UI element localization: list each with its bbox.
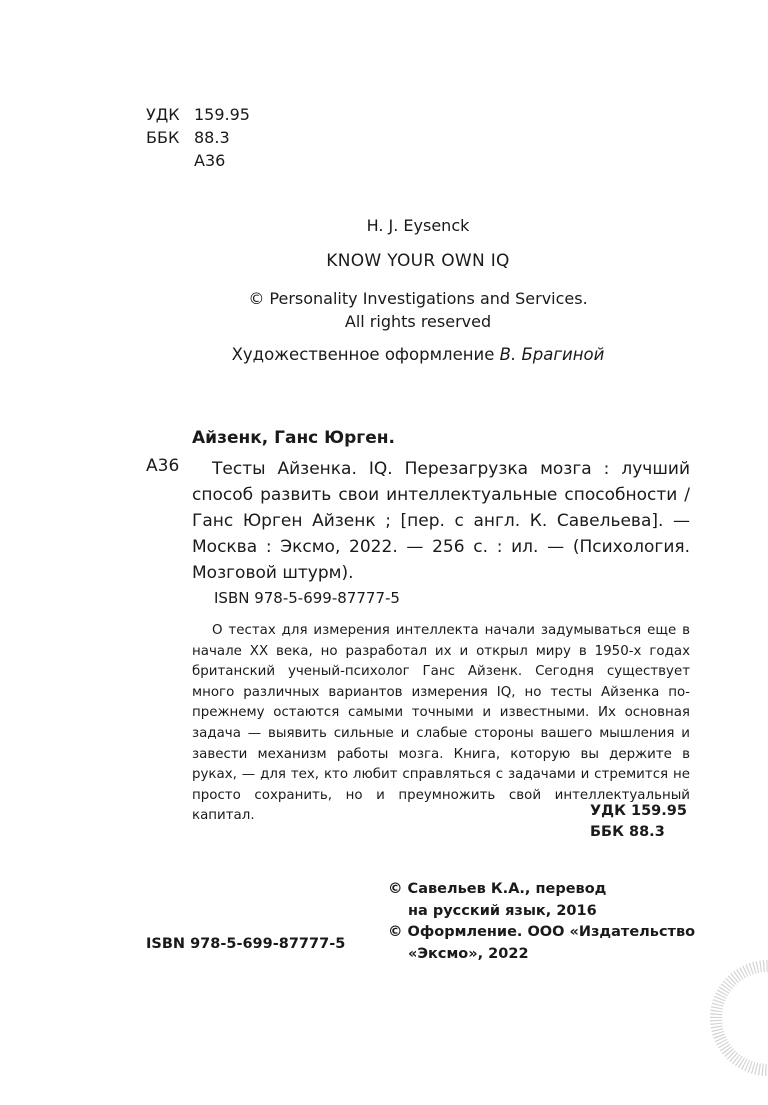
copyright-line-1: © Personality Investigations and Services. — [248, 289, 588, 308]
rights-line-4: «Эксмо», 2022 — [408, 945, 529, 962]
udk-label: УДК — [146, 105, 180, 124]
bbk-bold: ББК 88.3 — [590, 824, 665, 840]
design-credit-prefix: Художественное оформление — [231, 345, 500, 364]
author-mark: А36 — [194, 151, 226, 170]
bbk-row — [146, 126, 250, 149]
original-title: KNOW YOUR OWN IQ — [326, 251, 510, 271]
original-author: H. J. Eysenck — [366, 216, 470, 235]
copyright-line-2: All rights reserved — [344, 312, 492, 331]
classification-codes-bold — [590, 801, 687, 843]
bbk-label: ББК — [146, 128, 180, 147]
design-credit-name: В. Брагиной — [499, 345, 605, 364]
udk-bold: УДК 159.95 — [590, 803, 687, 819]
bibliography-code: А36 — [146, 456, 180, 476]
author-mark-row — [146, 149, 250, 172]
rights-line-2: на русский язык, 2016 — [408, 902, 597, 919]
design-credit — [146, 345, 690, 364]
udk-row — [146, 103, 250, 126]
isbn-bold: ISBN 978-5-699-87777-5 — [146, 936, 346, 952]
udk-value: 159.95 — [194, 105, 250, 124]
rights-notice — [388, 879, 698, 965]
bibliography-description: Тесты Айзенка. IQ. Перезагрузка мозга : лучший способ развить свои интеллектуальные способности / Ганс Юрген Айзенк ; [пер. с англ. К. Савельева]. — Москва : Эксмо, 2022. — 256 с. : ил. — (Психология. Мозговой штурм). — [192, 459, 690, 583]
annotation: О тестах для измерения интеллекта начали задумываться еще в начале XX века, но разработал их и открыл миру в 1950-х годах британский ученый-психолог Ганс Айзенк. Сегодня существует много различных вариантов измерения IQ, но тесты Айзенка по-прежнему остаются самыми точными и известными. Их основная задача — выявить сильные и слабые стороны вашего мышления и завести механизм работы мозга. Книга, которую вы держите в руках, — для тех, кто любит справляться с задачами и стремится не просто сохранить, но и преумножить свой интеллектуальный капитал. — [192, 623, 690, 824]
decorative-ring-icon — [708, 958, 768, 1078]
classification-codes — [146, 103, 250, 172]
rights-line-3: © Оформление. ООО «Издательство — [388, 924, 696, 940]
bibliography-author: Айзенк, Ганс Юрген. — [192, 428, 395, 448]
original-copyright — [146, 287, 690, 333]
rights-line-1: © Савельев К.А., перевод — [388, 881, 607, 897]
bbk-value: 88.3 — [194, 128, 230, 147]
bibliography-isbn: ISBN 978-5-699-87777-5 — [214, 589, 400, 607]
